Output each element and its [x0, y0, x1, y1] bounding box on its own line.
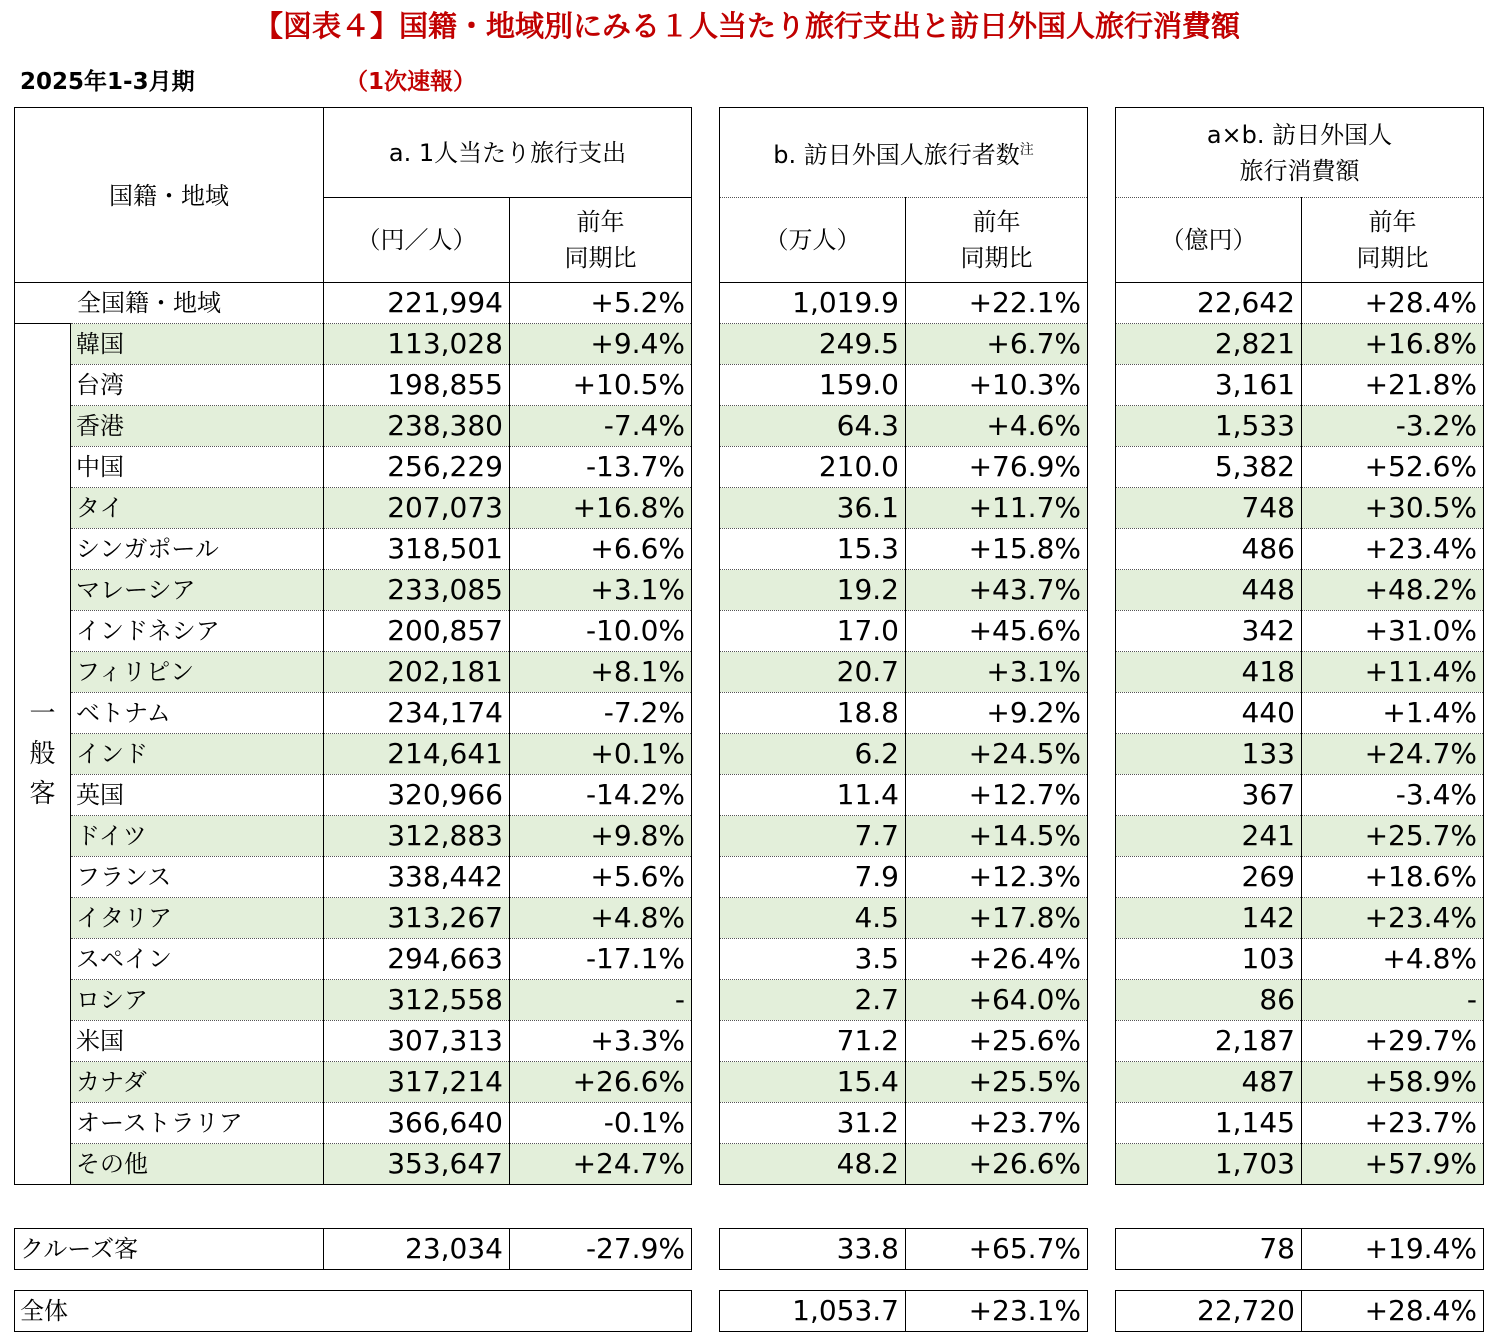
- visitor-count: 20.7: [720, 652, 906, 693]
- a-unit: （円／人）: [324, 198, 510, 283]
- table-row: [1116, 939, 1484, 980]
- per-capita-yoy: -14.2%: [510, 775, 692, 816]
- visitor-yoy: +10.3%: [906, 365, 1088, 406]
- region-name: 英国: [71, 775, 324, 816]
- per-capita-spend: 113,028: [324, 324, 510, 365]
- b-yoy-header: 前年 同期比: [906, 198, 1088, 283]
- consumption-amount: 3,161: [1116, 365, 1302, 406]
- visitor-count: 210.0: [720, 447, 906, 488]
- per-capita-yoy: -: [510, 980, 692, 1021]
- table-row: [720, 1103, 1088, 1144]
- table-row: [15, 611, 692, 652]
- consumption-yoy: +4.8%: [1302, 939, 1484, 980]
- visitor-count: 7.9: [720, 857, 906, 898]
- visitor-yoy: +6.7%: [906, 324, 1088, 365]
- per-capita-yoy: +3.3%: [510, 1021, 692, 1062]
- per-capita-yoy: +26.6%: [510, 1062, 692, 1103]
- consumption-amount: 103: [1116, 939, 1302, 980]
- visitor-count: 17.0: [720, 611, 906, 652]
- table-row: [15, 529, 692, 570]
- visitor-yoy: +9.2%: [906, 693, 1088, 734]
- table-row: [1116, 406, 1484, 447]
- per-capita-yoy: +4.8%: [510, 898, 692, 939]
- chart-title: 【図表４】国籍・地域別にみる１人当たり旅行支出と訪日外国人旅行消費額: [253, 9, 1240, 43]
- per-capita-spend: 317,214: [324, 1062, 510, 1103]
- table-row: [720, 570, 1088, 611]
- b-unit: （万人）: [720, 198, 906, 283]
- consumption-amount: 367: [1116, 775, 1302, 816]
- consumption-yoy: +23.4%: [1302, 898, 1484, 939]
- visitor-yoy: +25.6%: [906, 1021, 1088, 1062]
- visitor-yoy: +26.4%: [906, 939, 1088, 980]
- table-row: [1116, 1144, 1484, 1185]
- table-row: [720, 283, 1088, 324]
- cruise-b: 33.8: [720, 1229, 906, 1270]
- table-row: [1116, 283, 1484, 324]
- c-header: a×b. 訪日外国人 旅行消費額: [1116, 108, 1484, 198]
- visitor-yoy: +3.1%: [906, 652, 1088, 693]
- cruise-label: クルーズ客: [15, 1229, 324, 1270]
- table-row: [720, 898, 1088, 939]
- per-capita-yoy: -7.2%: [510, 693, 692, 734]
- region-name: 米国: [71, 1021, 324, 1062]
- table-row: [1116, 775, 1484, 816]
- per-capita-spend: 234,174: [324, 693, 510, 734]
- per-capita-yoy: -13.7%: [510, 447, 692, 488]
- region-name: インドネシア: [71, 611, 324, 652]
- per-capita-spend: 202,181: [324, 652, 510, 693]
- consumption-yoy: +24.7%: [1302, 734, 1484, 775]
- region-name: その他: [71, 1144, 324, 1185]
- visitor-count: 18.8: [720, 693, 906, 734]
- per-capita-spend: 320,966: [324, 775, 510, 816]
- visitor-yoy: +23.7%: [906, 1103, 1088, 1144]
- region-name: フィリピン: [71, 652, 324, 693]
- visitor-count: 19.2: [720, 570, 906, 611]
- visitor-yoy: +12.7%: [906, 775, 1088, 816]
- table-row: [1116, 1021, 1484, 1062]
- visitor-yoy: +4.6%: [906, 406, 1088, 447]
- table-row: [1116, 324, 1484, 365]
- visitor-yoy: +26.6%: [906, 1144, 1088, 1185]
- visitor-count: 11.4: [720, 775, 906, 816]
- table-row: [15, 857, 692, 898]
- visitor-count: 4.5: [720, 898, 906, 939]
- table-row: [1116, 488, 1484, 529]
- per-capita-spend: 353,647: [324, 1144, 510, 1185]
- per-capita-yoy: -10.0%: [510, 611, 692, 652]
- cruise-row-a: [14, 1228, 692, 1270]
- table-row: [720, 980, 1088, 1021]
- consumption-yoy: +23.7%: [1302, 1103, 1484, 1144]
- general-label-char: 般: [29, 739, 56, 769]
- consumption-amount: 86: [1116, 980, 1302, 1021]
- cruise-ay: -27.9%: [510, 1229, 692, 1270]
- consumption-amount: 448: [1116, 570, 1302, 611]
- per-capita-yoy: +0.1%: [510, 734, 692, 775]
- table-row: [15, 898, 692, 939]
- per-capita-spend: 307,313: [324, 1021, 510, 1062]
- region-name: 韓国: [71, 324, 324, 365]
- per-capita-spend: 313,267: [324, 898, 510, 939]
- table-row: [15, 570, 692, 611]
- consumption-yoy: +16.8%: [1302, 324, 1484, 365]
- table-row: [720, 324, 1088, 365]
- table-row: [15, 980, 692, 1021]
- consumption-amount: 1,703: [1116, 1144, 1302, 1185]
- table-row: [720, 857, 1088, 898]
- consumption-amount: 1,533: [1116, 406, 1302, 447]
- table-row: [15, 939, 692, 980]
- table-row: [720, 734, 1088, 775]
- consumption-yoy: +25.7%: [1302, 816, 1484, 857]
- region-name: フランス: [71, 857, 324, 898]
- visitor-yoy: +12.3%: [906, 857, 1088, 898]
- region-name: カナダ: [71, 1062, 324, 1103]
- visitor-count: 15.4: [720, 1062, 906, 1103]
- a-yoy-header: 前年 同期比: [510, 198, 692, 283]
- consumption-yoy: +57.9%: [1302, 1144, 1484, 1185]
- consumption-amount: 269: [1116, 857, 1302, 898]
- visitor-yoy: +14.5%: [906, 816, 1088, 857]
- visitor-count: 249.5: [720, 324, 906, 365]
- visitor-yoy: +17.8%: [906, 898, 1088, 939]
- total-by: +23.1%: [906, 1291, 1088, 1332]
- per-capita-yoy: +9.8%: [510, 816, 692, 857]
- visitor-count: 7.7: [720, 816, 906, 857]
- cruise-cy: +19.4%: [1302, 1229, 1484, 1270]
- per-capita-yoy: +5.6%: [510, 857, 692, 898]
- total-label: 全体: [15, 1291, 692, 1332]
- table-row: [1116, 652, 1484, 693]
- visitor-count: 31.2: [720, 1103, 906, 1144]
- per-capita-yoy: +16.8%: [510, 488, 692, 529]
- c-yoy-header: 前年 同期比: [1302, 198, 1484, 283]
- total-row-b: [719, 1290, 1088, 1332]
- table-row: [1116, 816, 1484, 857]
- general-label-char: 客: [29, 779, 56, 809]
- table-row: [720, 1062, 1088, 1103]
- visitor-count: 36.1: [720, 488, 906, 529]
- region-name: 全国籍・地域: [15, 283, 324, 324]
- consumption-yoy: +31.0%: [1302, 611, 1484, 652]
- header-b: [719, 107, 1088, 283]
- visitor-count: 48.2: [720, 1144, 906, 1185]
- table-row: [15, 652, 692, 693]
- consumption-amount: 440: [1116, 693, 1302, 734]
- consumption-amount: 342: [1116, 611, 1302, 652]
- cruise-a: 23,034: [324, 1229, 510, 1270]
- per-capita-spend: 207,073: [324, 488, 510, 529]
- table-row: [720, 488, 1088, 529]
- consumption-yoy: +30.5%: [1302, 488, 1484, 529]
- consumption-amount: 486: [1116, 529, 1302, 570]
- per-capita-yoy: +24.7%: [510, 1144, 692, 1185]
- visitor-count: 71.2: [720, 1021, 906, 1062]
- per-capita-spend: 256,229: [324, 447, 510, 488]
- table-row: [720, 652, 1088, 693]
- region-name: 台湾: [71, 365, 324, 406]
- visitor-count: 64.3: [720, 406, 906, 447]
- report-type-label: （1次速報）: [345, 69, 477, 95]
- table-row: [15, 447, 692, 488]
- table-row: [15, 406, 692, 447]
- total-c: 22,720: [1116, 1291, 1302, 1332]
- per-capita-spend: 312,558: [324, 980, 510, 1021]
- per-capita-yoy: +9.4%: [510, 324, 692, 365]
- table-row: [1116, 365, 1484, 406]
- header-a: [14, 107, 692, 283]
- per-capita-yoy: +5.2%: [510, 283, 692, 324]
- per-capita-yoy: +10.5%: [510, 365, 692, 406]
- per-capita-yoy: -0.1%: [510, 1103, 692, 1144]
- header-c: [1115, 107, 1484, 283]
- region-name: ドイツ: [71, 816, 324, 857]
- table-row: [720, 816, 1088, 857]
- per-capita-spend: 238,380: [324, 406, 510, 447]
- cruise-by: +65.7%: [906, 1229, 1088, 1270]
- table-row: [15, 734, 692, 775]
- per-capita-spend: 200,857: [324, 611, 510, 652]
- table-row: [15, 775, 692, 816]
- region-header: 国籍・地域: [15, 108, 324, 283]
- consumption-yoy: -3.2%: [1302, 406, 1484, 447]
- visitor-count: 6.2: [720, 734, 906, 775]
- per-capita-spend: 221,994: [324, 283, 510, 324]
- visitor-count: 159.0: [720, 365, 906, 406]
- table-row: [15, 693, 692, 734]
- table-c-body: [1115, 282, 1484, 1185]
- per-capita-spend: 338,442: [324, 857, 510, 898]
- c-unit: （億円）: [1116, 198, 1302, 283]
- consumption-yoy: +18.6%: [1302, 857, 1484, 898]
- table-b-body: [719, 282, 1088, 1185]
- consumption-amount: 5,382: [1116, 447, 1302, 488]
- table-row: [15, 1021, 692, 1062]
- region-name: イタリア: [71, 898, 324, 939]
- cruise-c: 78: [1116, 1229, 1302, 1270]
- consumption-amount: 142: [1116, 898, 1302, 939]
- table-row: [15, 1103, 692, 1144]
- table-row: [720, 529, 1088, 570]
- table-row: [1116, 980, 1484, 1021]
- region-name: インド: [71, 734, 324, 775]
- table-row: [1116, 898, 1484, 939]
- table-row: [1116, 857, 1484, 898]
- region-name: 香港: [71, 406, 324, 447]
- table-row: [1116, 1062, 1484, 1103]
- visitor-yoy: +64.0%: [906, 980, 1088, 1021]
- table-row: [15, 324, 692, 365]
- table-a-body: [14, 282, 692, 1185]
- per-capita-spend: 318,501: [324, 529, 510, 570]
- table-row: [15, 488, 692, 529]
- consumption-yoy: +48.2%: [1302, 570, 1484, 611]
- visitor-yoy: +24.5%: [906, 734, 1088, 775]
- total-b: 1,053.7: [720, 1291, 906, 1332]
- general-visitors-label: [15, 324, 71, 1185]
- per-capita-spend: 294,663: [324, 939, 510, 980]
- consumption-yoy: +23.4%: [1302, 529, 1484, 570]
- table-row: [15, 816, 692, 857]
- per-capita-spend: 312,883: [324, 816, 510, 857]
- general-label-char: 一: [29, 699, 56, 729]
- table-row: [15, 1062, 692, 1103]
- total-row-c: [1115, 1290, 1484, 1332]
- consumption-yoy: +11.4%: [1302, 652, 1484, 693]
- region-name: ロシア: [71, 980, 324, 1021]
- per-capita-yoy: -17.1%: [510, 939, 692, 980]
- per-capita-spend: 233,085: [324, 570, 510, 611]
- visitor-count: 3.5: [720, 939, 906, 980]
- table-row: [720, 775, 1088, 816]
- table-row: [720, 365, 1088, 406]
- table-row: [1116, 1103, 1484, 1144]
- consumption-yoy: +52.6%: [1302, 447, 1484, 488]
- table-row: [1116, 529, 1484, 570]
- table-row: [1116, 447, 1484, 488]
- consumption-yoy: +58.9%: [1302, 1062, 1484, 1103]
- visitor-yoy: +15.8%: [906, 529, 1088, 570]
- consumption-amount: 1,145: [1116, 1103, 1302, 1144]
- visitor-yoy: +76.9%: [906, 447, 1088, 488]
- total-row-a: [14, 1290, 692, 1332]
- consumption-amount: 748: [1116, 488, 1302, 529]
- visitor-yoy: +11.7%: [906, 488, 1088, 529]
- b-header: b. 訪日外国人旅行者数$^注$: [720, 108, 1088, 198]
- region-name: オーストラリア: [71, 1103, 324, 1144]
- consumption-yoy: -: [1302, 980, 1484, 1021]
- a-header: a. 1人当たり旅行支出: [324, 108, 692, 198]
- region-name: ベトナム: [71, 693, 324, 734]
- consumption-amount: 2,187: [1116, 1021, 1302, 1062]
- region-name: スペイン: [71, 939, 324, 980]
- per-capita-yoy: -7.4%: [510, 406, 692, 447]
- table-row: [720, 693, 1088, 734]
- consumption-yoy: +29.7%: [1302, 1021, 1484, 1062]
- visitor-count: 1,019.9: [720, 283, 906, 324]
- table-row: [1116, 693, 1484, 734]
- region-name: シンガポール: [71, 529, 324, 570]
- table-row: [720, 447, 1088, 488]
- table-row: [720, 611, 1088, 652]
- consumption-yoy: -3.4%: [1302, 775, 1484, 816]
- visitor-yoy: +22.1%: [906, 283, 1088, 324]
- visitor-yoy: +45.6%: [906, 611, 1088, 652]
- per-capita-yoy: +6.6%: [510, 529, 692, 570]
- consumption-yoy: +28.4%: [1302, 283, 1484, 324]
- cruise-row-b: [719, 1228, 1088, 1270]
- consumption-amount: 22,642: [1116, 283, 1302, 324]
- cruise-row-c: [1115, 1228, 1484, 1270]
- table-row: [1116, 611, 1484, 652]
- consumption-amount: 2,821: [1116, 324, 1302, 365]
- table-row: [720, 939, 1088, 980]
- consumption-amount: 133: [1116, 734, 1302, 775]
- table-row: [720, 1021, 1088, 1062]
- region-name: タイ: [71, 488, 324, 529]
- consumption-amount: 487: [1116, 1062, 1302, 1103]
- table-row: [720, 406, 1088, 447]
- visitor-yoy: +25.5%: [906, 1062, 1088, 1103]
- table-row: [15, 283, 692, 324]
- per-capita-yoy: +3.1%: [510, 570, 692, 611]
- consumption-amount: 241: [1116, 816, 1302, 857]
- table-row: [1116, 570, 1484, 611]
- region-name: マレーシア: [71, 570, 324, 611]
- per-capita-yoy: +8.1%: [510, 652, 692, 693]
- consumption-yoy: +1.4%: [1302, 693, 1484, 734]
- table-row: [720, 1144, 1088, 1185]
- per-capita-spend: 366,640: [324, 1103, 510, 1144]
- per-capita-spend: 214,641: [324, 734, 510, 775]
- table-row: [15, 1144, 692, 1185]
- visitor-count: 15.3: [720, 529, 906, 570]
- visitor-yoy: +43.7%: [906, 570, 1088, 611]
- table-row: [15, 365, 692, 406]
- per-capita-spend: 198,855: [324, 365, 510, 406]
- total-cy: +28.4%: [1302, 1291, 1484, 1332]
- visitor-count: 2.7: [720, 980, 906, 1021]
- table-row: [1116, 734, 1484, 775]
- consumption-amount: 418: [1116, 652, 1302, 693]
- period-label: 2025年1-3月期: [20, 69, 195, 95]
- consumption-yoy: +21.8%: [1302, 365, 1484, 406]
- region-name: 中国: [71, 447, 324, 488]
